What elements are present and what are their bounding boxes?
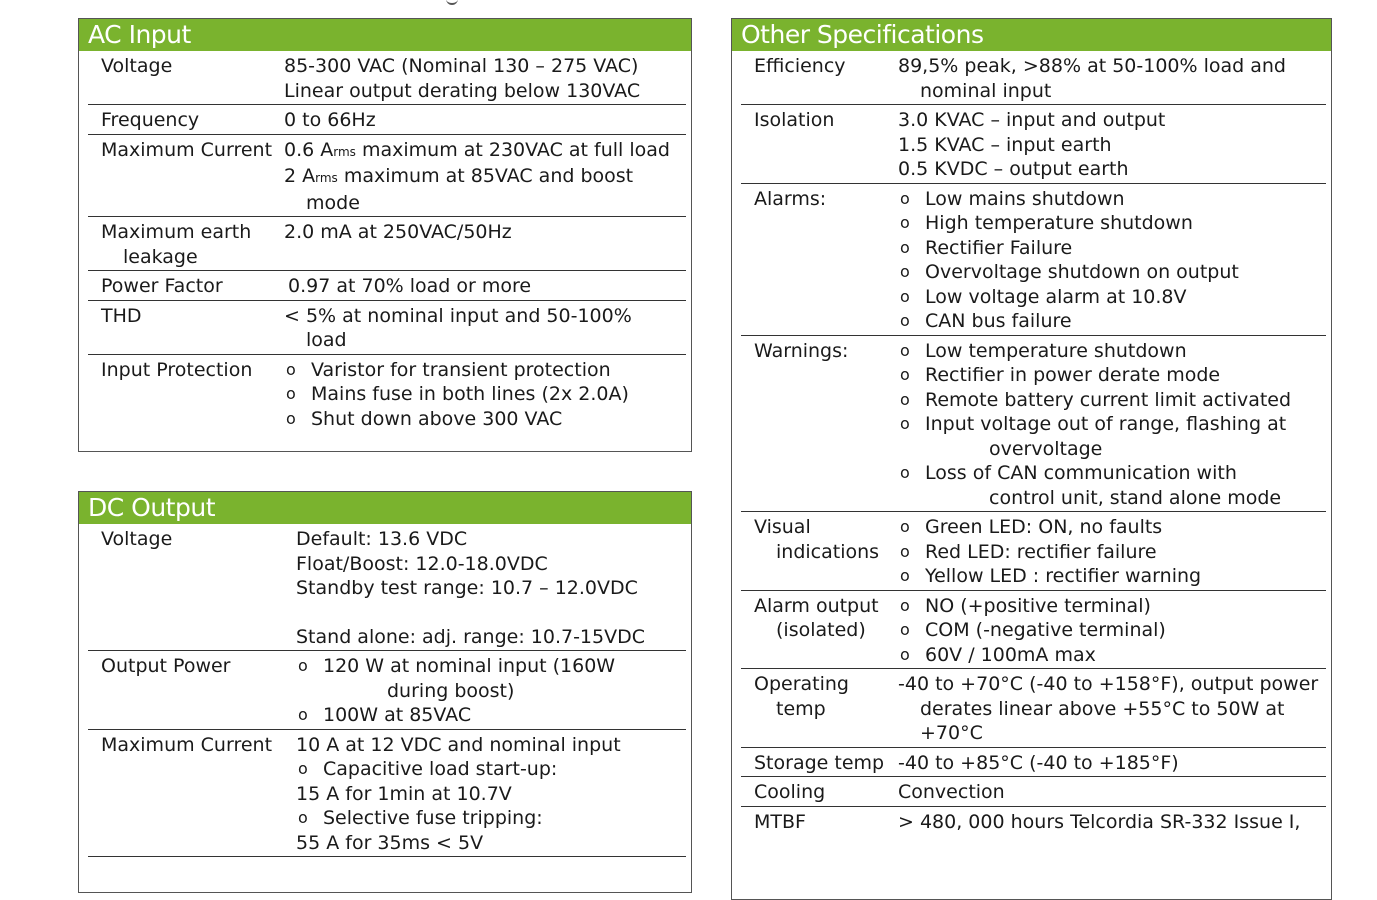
list-item-continuation: during boost) xyxy=(387,679,515,702)
row-value: derates linear above +55°C to 50W at xyxy=(920,697,1285,720)
list-item: o Selective fuse tripping: xyxy=(296,806,686,831)
row-value: 85-300 VAC (Nominal 130 – 275 VAC) xyxy=(284,55,639,77)
list-item: o CAN bus failure xyxy=(898,309,1326,334)
subscript: rms xyxy=(315,171,338,185)
text-part: 0.6 A xyxy=(284,138,334,161)
table-row xyxy=(741,748,1326,778)
row-label: Visual xyxy=(754,516,811,538)
ac-input-table xyxy=(78,18,692,452)
list-item: o 120 W at nominal input (160W xyxy=(296,654,686,679)
text-part: 2 A xyxy=(284,165,316,187)
list-item: o Yellow LED : rectifier warning xyxy=(898,564,1326,589)
row-value: 1.5 KVAC – input earth xyxy=(898,133,1112,156)
table-row xyxy=(741,669,1326,748)
subscript: rms xyxy=(333,144,356,159)
row-value: 0 to 66Hz xyxy=(284,109,376,131)
list-item: o Input voltage out of range, flashing at xyxy=(898,412,1326,437)
row-label: indications xyxy=(776,540,880,563)
row-label: THD xyxy=(101,304,142,327)
row-value: Standby test range: 10.7 – 12.0VDC xyxy=(296,577,638,599)
other-specifications-title: Other Specifications xyxy=(741,20,984,49)
row-value: +70°C xyxy=(920,722,983,744)
row-value: 10 A at 12 VDC and nominal input xyxy=(296,733,621,756)
list-item: o Low voltage alarm at 10.8V xyxy=(898,285,1326,310)
ac-input-header xyxy=(79,19,691,51)
list-item: o Overvoltage shutdown on output xyxy=(898,260,1326,285)
row-label: Input Protection xyxy=(101,358,253,381)
other-specifications-table xyxy=(731,18,1332,900)
row-label: Voltage xyxy=(101,528,173,550)
list-item: o 100W at 85VAC xyxy=(296,703,686,728)
other-specifications-header xyxy=(732,19,1331,51)
row-value: 0.5 KVDC – output earth xyxy=(898,158,1129,180)
row-label: Power Factor xyxy=(101,275,223,297)
spacer xyxy=(296,601,686,625)
ac-input-title: AC Input xyxy=(88,20,191,49)
list-item: o Mains fuse in both lines (2x 2.0A) xyxy=(284,382,686,407)
row-value xyxy=(284,164,686,191)
table-row xyxy=(88,271,686,301)
row-label: Maximum Current xyxy=(101,733,273,756)
row-value: 0.97 at 70% load or more xyxy=(288,275,532,297)
table-row xyxy=(88,135,686,218)
row-value: > 480, 000 hours Telcordia SR-332 Issue I, xyxy=(898,810,1301,833)
table-row xyxy=(741,512,1326,591)
row-value: 2.0 mA at 250VAC/50Hz xyxy=(284,221,512,243)
row-value: Convection xyxy=(898,781,1005,803)
table-row xyxy=(88,301,686,355)
row-value: Float/Boost: 12.0-18.0VDC xyxy=(296,552,548,575)
list-item: o Low mains shutdown xyxy=(898,187,1326,212)
row-value: 3.0 KVAC – input and output xyxy=(898,109,1166,131)
row-value: Default: 13.6 VDC xyxy=(296,528,468,550)
row-label: Cooling xyxy=(754,781,826,803)
row-label: leakage xyxy=(123,245,198,268)
row-value: load xyxy=(306,329,347,351)
list-item: o Capacitive load start-up: xyxy=(296,757,686,782)
row-value: nominal input xyxy=(920,79,1052,102)
row-label: Alarm output xyxy=(754,594,879,617)
list-item-continuation: control unit, stand alone mode xyxy=(989,486,1282,509)
list-item: o COM (-negative terminal) xyxy=(898,618,1326,643)
row-label: Operating xyxy=(754,673,849,695)
table-row xyxy=(741,807,1326,836)
table-row xyxy=(88,524,686,651)
text-part: maximum at 85VAC and boost xyxy=(337,165,634,187)
list-item: o Loss of CAN communication with xyxy=(898,461,1326,486)
row-value: Linear output derating below 130VAC xyxy=(284,79,641,102)
table-row xyxy=(88,217,686,271)
row-label: Alarms: xyxy=(754,187,827,210)
table-row xyxy=(741,336,1326,513)
list-item: o Green LED: ON, no faults xyxy=(898,515,1326,540)
row-label: Maximum Current xyxy=(101,138,273,161)
list-item: o Rectifier Failure xyxy=(898,236,1326,261)
row-value: 89,5% peak, >88% at 50-100% load and xyxy=(898,55,1286,77)
table-row xyxy=(88,105,686,135)
dc-output-table xyxy=(78,491,692,893)
row-label: MTBF xyxy=(754,810,806,833)
row-value: 15 A for 1min at 10.7V xyxy=(296,782,512,805)
row-label: Storage temp xyxy=(754,751,885,774)
row-label: Efficiency xyxy=(754,55,846,77)
table-row xyxy=(741,777,1326,807)
list-item: o 60V / 100mA max xyxy=(898,643,1326,668)
row-label: Frequency xyxy=(101,109,200,131)
row-label: temp xyxy=(776,697,826,720)
row-label: Output Power xyxy=(101,655,231,677)
row-label: (isolated) xyxy=(776,619,866,641)
text-part: maximum at 230VAC at full load xyxy=(355,138,670,161)
table-row xyxy=(88,651,686,730)
table-row xyxy=(741,51,1326,105)
row-value xyxy=(284,138,686,165)
clipped-heading-glyph xyxy=(446,0,458,5)
row-value: -40 to +70°C (-40 to +158°F), output power xyxy=(898,673,1319,695)
table-row xyxy=(88,51,686,105)
list-item: o Varistor for transient protection xyxy=(284,358,686,383)
list-item: o Rectifier in power derate mode xyxy=(898,363,1326,388)
table-row xyxy=(741,591,1326,670)
row-value: mode xyxy=(306,191,360,214)
list-item: o NO (+positive terminal) xyxy=(898,594,1326,619)
dc-output-header xyxy=(79,492,691,524)
table-row xyxy=(88,355,686,433)
table-row xyxy=(741,184,1326,336)
list-item: o Shut down above 300 VAC xyxy=(284,407,686,432)
table-row xyxy=(741,105,1326,184)
row-label: Voltage xyxy=(101,55,173,77)
row-value: 55 A for 35ms < 5V xyxy=(296,831,484,854)
row-value: < 5% at nominal input and 50-100% xyxy=(284,304,632,327)
list-item: o Remote battery current limit activated xyxy=(898,388,1326,413)
list-item: o Low temperature shutdown xyxy=(898,339,1326,364)
row-value: Stand alone: adj. range: 10.7-15VDC xyxy=(296,625,645,648)
list-item-continuation: overvoltage xyxy=(989,437,1103,460)
list-item: o Red LED: rectifier failure xyxy=(898,540,1326,565)
list-item: o High temperature shutdown xyxy=(898,211,1326,236)
row-value: -40 to +85°C (-40 to +185°F) xyxy=(898,751,1179,774)
row-label: Maximum earth xyxy=(101,221,252,243)
table-row xyxy=(88,730,686,858)
dc-output-title: DC Output xyxy=(88,493,215,522)
row-label: Warnings: xyxy=(754,339,849,362)
row-label: Isolation xyxy=(754,109,835,131)
